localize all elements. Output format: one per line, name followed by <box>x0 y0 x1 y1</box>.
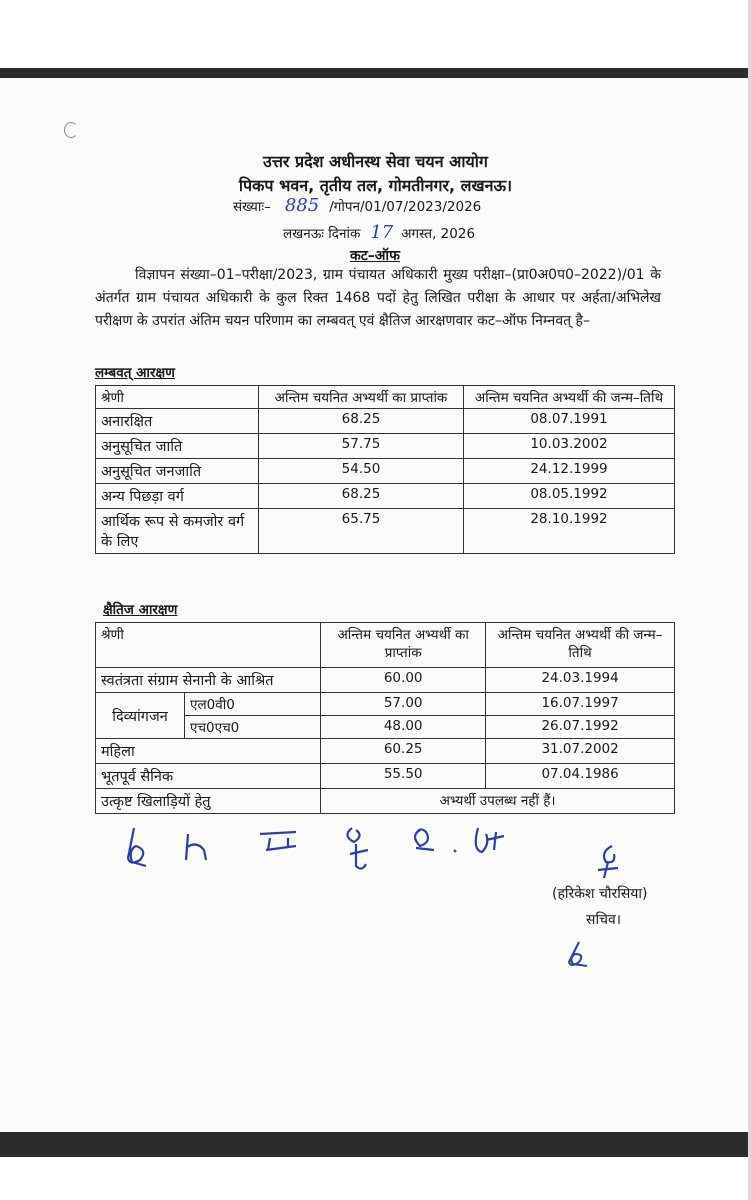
subcategory-cell: एल0वी0 <box>185 693 321 716</box>
viewer-bottom-bar <box>0 1157 751 1200</box>
secretary-initial <box>563 940 593 970</box>
marks-cell: 68.25 <box>259 409 464 434</box>
initial-1 <box>128 828 146 866</box>
secretary-name: (हरिकेश चौरसिया) <box>552 886 648 902</box>
table-row <box>96 459 675 484</box>
initial-3 <box>260 832 296 850</box>
dob-cell: 26.07.1992 <box>486 716 675 739</box>
table-row <box>96 484 675 509</box>
org-name: उत्तर प्रदेश अधीनस्थ सेवा चयन आयोग <box>263 152 488 171</box>
horizontal-reservation-heading: क्षैतिज आरक्षण <box>103 602 178 618</box>
category-cell: उत्कृष्ट खिलाड़ियों हेतु <box>96 789 321 814</box>
ref-prefix: संख्याः– <box>233 199 271 215</box>
category-cell: स्वतंत्रता संग्राम सेनानी के आश्रित <box>96 668 321 693</box>
marks-cell: 54.50 <box>259 459 464 484</box>
category-cell: अनारक्षित <box>96 409 259 434</box>
table-row <box>96 739 675 764</box>
initial-6 <box>476 828 504 852</box>
notice-paragraph: विज्ञापन संख्या–01–परीक्षा/2023, ग्राम पंचायत अधिकारी मुख्य परीक्षा–(प्रा0अ0प0–2022)/01 के अंतर्गत ग्राम पंचायत अधिकारी के कुल रिक्त 1468 पदों हेतु लिखित परीक्षा के आधार पर अर्हता/अभिलेख परीक्षण के उपरांत अंतिम चयन परिणाम का लम्बवत् एवं क्षैतिज आरक्षणवार कट–ऑफ निम्नवत् है– <box>95 267 661 329</box>
category-cell: अनुसूचित जनजाति <box>96 459 259 484</box>
ref-handwritten-number: 885 <box>284 195 320 216</box>
reference-number <box>233 195 481 216</box>
table-header-row <box>96 623 675 668</box>
header-category: श्रेणी <box>96 386 259 409</box>
dob-cell: 10.03.2002 <box>464 434 675 459</box>
not-available-cell: अभ्यर्थी उपलब्ध नहीं हैं। <box>321 789 675 814</box>
table-row <box>96 693 675 716</box>
header-category: श्रेणी <box>96 623 321 668</box>
secretary-designation: सचिव। <box>586 912 622 928</box>
dob-cell: 24.03.1994 <box>486 668 675 693</box>
table-row <box>96 509 675 554</box>
dob-cell: 28.10.1992 <box>464 509 675 554</box>
dob-cell: 08.07.1991 <box>464 409 675 434</box>
category-cell: अनुसूचित जाति <box>96 434 259 459</box>
table-row <box>96 789 675 814</box>
table-row <box>96 668 675 693</box>
marks-cell: 57.75 <box>259 434 464 459</box>
dob-cell: 16.07.1997 <box>486 693 675 716</box>
org-address: पिकप भवन, तृतीय तल, गोमतीनगर, लखनऊ। <box>238 176 513 195</box>
divyang-group-cell: दिव्यांगजन <box>96 693 185 739</box>
dob-cell: 07.04.1986 <box>486 764 675 789</box>
vertical-reservation-heading: लम्बवत् आरक्षण <box>95 365 175 381</box>
header-dob: अन्तिम चयनित अभ्यर्थी की जन्म–तिथि <box>486 623 675 668</box>
punch-hole-mark <box>64 122 78 138</box>
marks-cell: 65.75 <box>259 509 464 554</box>
initial-4 <box>347 828 368 869</box>
initial-5 <box>415 829 456 852</box>
ref-suffix: /गोपन/01/07/2023/2026 <box>329 199 482 215</box>
category-cell: आर्थिक रूप से कमजोर वर्ग के लिए <box>96 509 259 554</box>
marks-cell: 57.00 <box>321 693 486 716</box>
marks-cell: 48.00 <box>321 716 486 739</box>
dob-cell: 31.07.2002 <box>486 739 675 764</box>
header-marks: अन्तिम चयनित अभ्यर्थी का प्राप्तांक <box>259 386 464 409</box>
viewer-top-band <box>0 68 751 78</box>
issue-date <box>283 222 475 243</box>
initials-signatures-row <box>120 820 520 875</box>
dob-cell: 08.05.1992 <box>464 484 675 509</box>
marks-cell: 68.25 <box>259 484 464 509</box>
subcategory-cell: एच0एच0 <box>185 716 321 739</box>
viewer-top-bar <box>0 0 751 68</box>
table-row <box>96 409 675 434</box>
secretary-signature <box>590 842 630 884</box>
dob-cell: 24.12.1999 <box>464 459 675 484</box>
marks-cell: 60.25 <box>321 739 486 764</box>
horizontal-reservation-table <box>95 622 675 814</box>
document-title: कट–ऑफ <box>350 248 400 264</box>
marks-cell: 55.50 <box>321 764 486 789</box>
table-header-row <box>96 386 675 409</box>
date-handwritten-day: 17 <box>370 222 394 243</box>
initial-2 <box>186 834 206 860</box>
category-cell: महिला <box>96 739 321 764</box>
viewer-bottom-band <box>0 1132 751 1157</box>
table-row <box>96 434 675 459</box>
date-prefix: लखनऊः दिनांक <box>283 226 361 242</box>
header-marks: अन्तिम चयनित अभ्यर्थी का प्राप्तांक <box>321 623 486 668</box>
table-row <box>96 764 675 789</box>
header-dob: अन्तिम चयनित अभ्यर्थी की जन्म–तिथि <box>464 386 675 409</box>
category-cell: अन्य पिछड़ा वर्ग <box>96 484 259 509</box>
vertical-reservation-table <box>95 385 675 554</box>
category-cell: भूतपूर्व सैनिक <box>96 764 321 789</box>
marks-cell: 60.00 <box>321 668 486 693</box>
date-suffix: अगस्त, 2026 <box>401 226 476 242</box>
